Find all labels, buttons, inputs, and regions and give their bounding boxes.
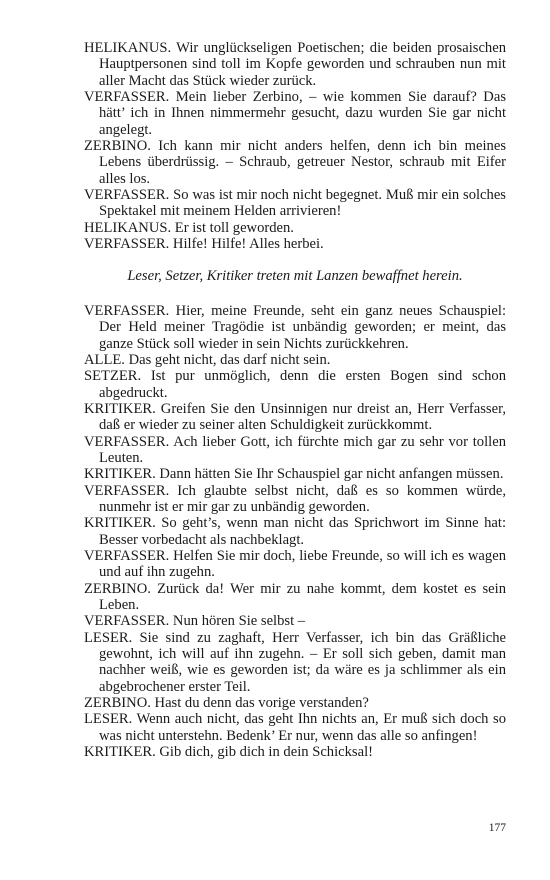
page-text bbox=[84, 40, 506, 760]
speech-alle: ALLE. Das geht nicht, das darf nicht sein. bbox=[84, 351, 331, 368]
speech-kritiker-4: KRITIKER. Gib dich, gib dich in dein Schicksal! bbox=[84, 744, 373, 761]
speech-verfasser-6: VERFASSER. Ich glaubte selbst nicht, daß es so kommen würde, nunmehr ist er mir gar zu unbändig geworden. bbox=[84, 482, 506, 515]
speech-zerbino-1: ZERBINO. Ich kann mir nicht anders helfen, denn ich bin meines Lebens überdrüssig. – Schraub, getreuer Nestor, schraub mit Eifer alles los. bbox=[84, 138, 506, 187]
speech-verfasser-8: VERFASSER. Nun hören Sie selbst – bbox=[84, 613, 306, 630]
speech-helikanus-1: HELIKANUS. Wir unglückseligen Poetischen; die beiden prosaischen Hauptpersonen sind toll im Kopfe geworden und schrauben nun mit aller Macht das Stück wieder zurück. bbox=[84, 40, 506, 89]
page-number: 177 bbox=[488, 822, 506, 834]
speech-verfasser-4: VERFASSER. Hier, meine Freunde, seht ein ganz neues Schauspiel: Der Held meiner Tragödie ist unbändig geworden; er meint, das ganze Stück soll wieder in sein Nichts zurückkehren. bbox=[84, 302, 506, 352]
speech-verfasser-2: VERFASSER. So was ist mir noch nicht begegnet. Muß mir ein solches Spektakel mit meinem Helden arrivieren! bbox=[84, 187, 506, 220]
speech-kritiker-3: KRITIKER. So geht’s, wenn man nicht das Sprichwort im Sinne hat: Besser vorbedacht als nachbeklagt. bbox=[84, 515, 506, 548]
speech-verfasser-5: VERFASSER. Ach lieber Gott, ich fürchte mich gar zu sehr vor tollen Leuten. bbox=[84, 433, 506, 466]
stage-direction: Leser, Setzer, Kritiker treten mit Lanzen bewaffnet herein. bbox=[127, 268, 463, 285]
speech-zerbino-3: ZERBINO. Hast du denn das vorige verstanden? bbox=[84, 695, 369, 712]
speech-verfasser-7: VERFASSER. Helfen Sie mir doch, liebe Freunde, so will ich es wagen und auf ihn zugehn. bbox=[84, 547, 506, 581]
speech-kritiker-1: KRITIKER. Greifen Sie den Unsinnigen nur dreist an, Herr Verfasser, daß er wieder zu seiner alten Schuldigkeit zurückkommt. bbox=[84, 400, 506, 434]
speech-zerbino-2: ZERBINO. Zurück da! Wer mir zu nahe kommt, dem kostet es sein Leben. bbox=[84, 580, 506, 613]
speech-setzer: SETZER. Ist pur unmöglich, denn die ersten Bogen sind schon abgedruckt. bbox=[84, 368, 506, 401]
speech-kritiker-2: KRITIKER. Dann hätten Sie Ihr Schauspiel gar nicht anfangen müssen. bbox=[84, 466, 504, 483]
speech-verfasser-1: VERFASSER. Mein lieber Zerbino, – wie kommen Sie darauf? Das hätt’ ich in Ihnen nimmermehr gesucht, dazu wurden Sie gar nicht angelegt. bbox=[84, 89, 506, 138]
speech-helikanus-2: HELIKANUS. Er ist toll geworden. bbox=[84, 219, 294, 236]
speech-verfasser-3: VERFASSER. Hilfe! Hilfe! Alles herbei. bbox=[84, 236, 324, 253]
speech-leser-1: LESER. Sie sind zu zaghaft, Herr Verfasser, ich bin das Gräßliche gewohnt, ich will auf ihn zugehn. – Er soll sich geben, damit man nachher weiß, wie es geworden ist; da wäre es ja schlimmer als ein abgebrochener erster Teil. bbox=[84, 629, 506, 695]
speech-leser-2: LESER. Wenn auch nicht, das geht Ihn nichts an, Er muß sich doch so was nicht unterstehn. Bedenk’ Er nur, wenn das alle so anfingen! bbox=[84, 711, 506, 744]
